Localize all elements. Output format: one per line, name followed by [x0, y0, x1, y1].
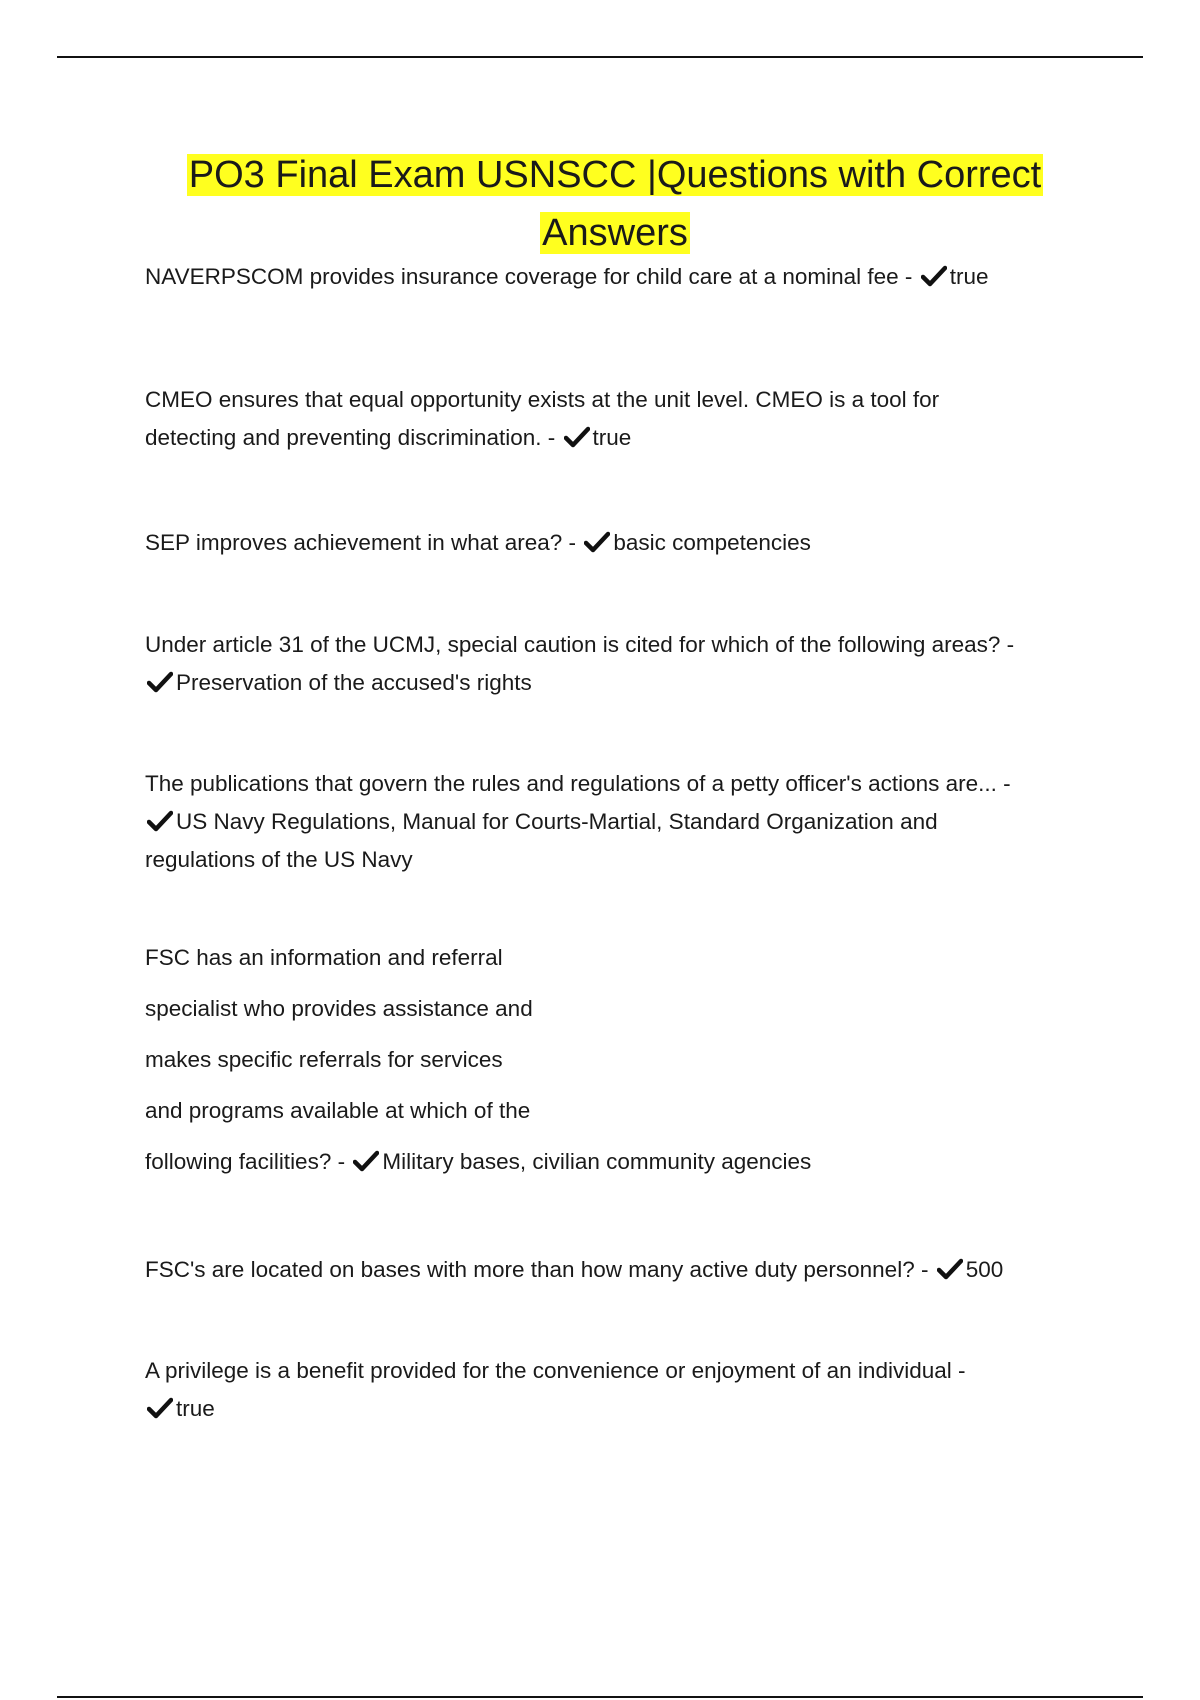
question-text: CMEO ensures that equal opportunity exists at the unit level. CMEO is a tool for: [145, 387, 940, 412]
question-text: FSC has an information and referral: [145, 945, 503, 970]
answer-text: true: [176, 1396, 215, 1421]
question-text: specialist who provides assistance and: [145, 996, 533, 1021]
answer-text: true: [592, 425, 632, 450]
answer-text: US Navy Regulations, Manual for Courts-Martial, Standard Organization and: [176, 809, 938, 834]
page-title: [145, 146, 1085, 262]
answer-text: basic competencies: [613, 530, 811, 555]
answer-text: true: [949, 264, 989, 289]
checkmark-icon: [147, 810, 173, 832]
question-text: A privilege is a benefit provided for the convenience or enjoyment of an individual -: [145, 1358, 966, 1383]
checkmark-icon: [937, 1258, 963, 1280]
question-text: FSC's are located on bases with more than how many active duty personnel? -: [145, 1257, 929, 1282]
question-answer-line: [145, 1136, 1085, 1187]
answer-text: regulations of the US Navy: [145, 847, 413, 872]
qa-item: [145, 381, 1085, 457]
qa-item: [145, 1352, 1085, 1428]
qa-item: [145, 626, 1085, 702]
checkmark-icon: [147, 1397, 173, 1419]
qa-item: [145, 524, 1085, 562]
checkmark-icon: [147, 671, 173, 693]
qa-item: [145, 1251, 1085, 1289]
question-text: makes specific referrals for services: [145, 1047, 503, 1072]
question-text: The publications that govern the rules and regulations of a petty officer's actions are... -: [145, 771, 1011, 796]
qa-item: [145, 765, 1085, 879]
question-text: Under article 31 of the UCMJ, special caution is cited for which of the following areas? -: [145, 632, 1015, 657]
checkmark-icon: [584, 531, 610, 553]
bottom-rule: [57, 1696, 1143, 1698]
qa-item: [145, 258, 1085, 296]
question-text: SEP improves achievement in what area? -: [145, 530, 577, 555]
answer-text: Preservation of the accused's rights: [176, 670, 532, 695]
question-text: following facilities? -: [145, 1149, 346, 1174]
checkmark-icon: [564, 426, 590, 448]
question-text: and programs available at which of the: [145, 1098, 531, 1123]
question-text: detecting and preventing discrimination. -: [145, 425, 556, 450]
title-line-1: PO3 Final Exam USNSCC |Questions with Correct: [188, 154, 1042, 196]
title-line-2: Answers: [542, 212, 688, 254]
question-text: NAVERPSCOM provides insurance coverage for child care at a nominal fee -: [145, 264, 913, 289]
qa-item: [145, 932, 1085, 1187]
checkmark-icon: [353, 1150, 379, 1172]
checkmark-icon: [921, 265, 947, 287]
answer-text: Military bases, civilian community agencies: [382, 1149, 812, 1174]
top-rule: [57, 56, 1143, 58]
answer-text: 500: [965, 1257, 1004, 1282]
